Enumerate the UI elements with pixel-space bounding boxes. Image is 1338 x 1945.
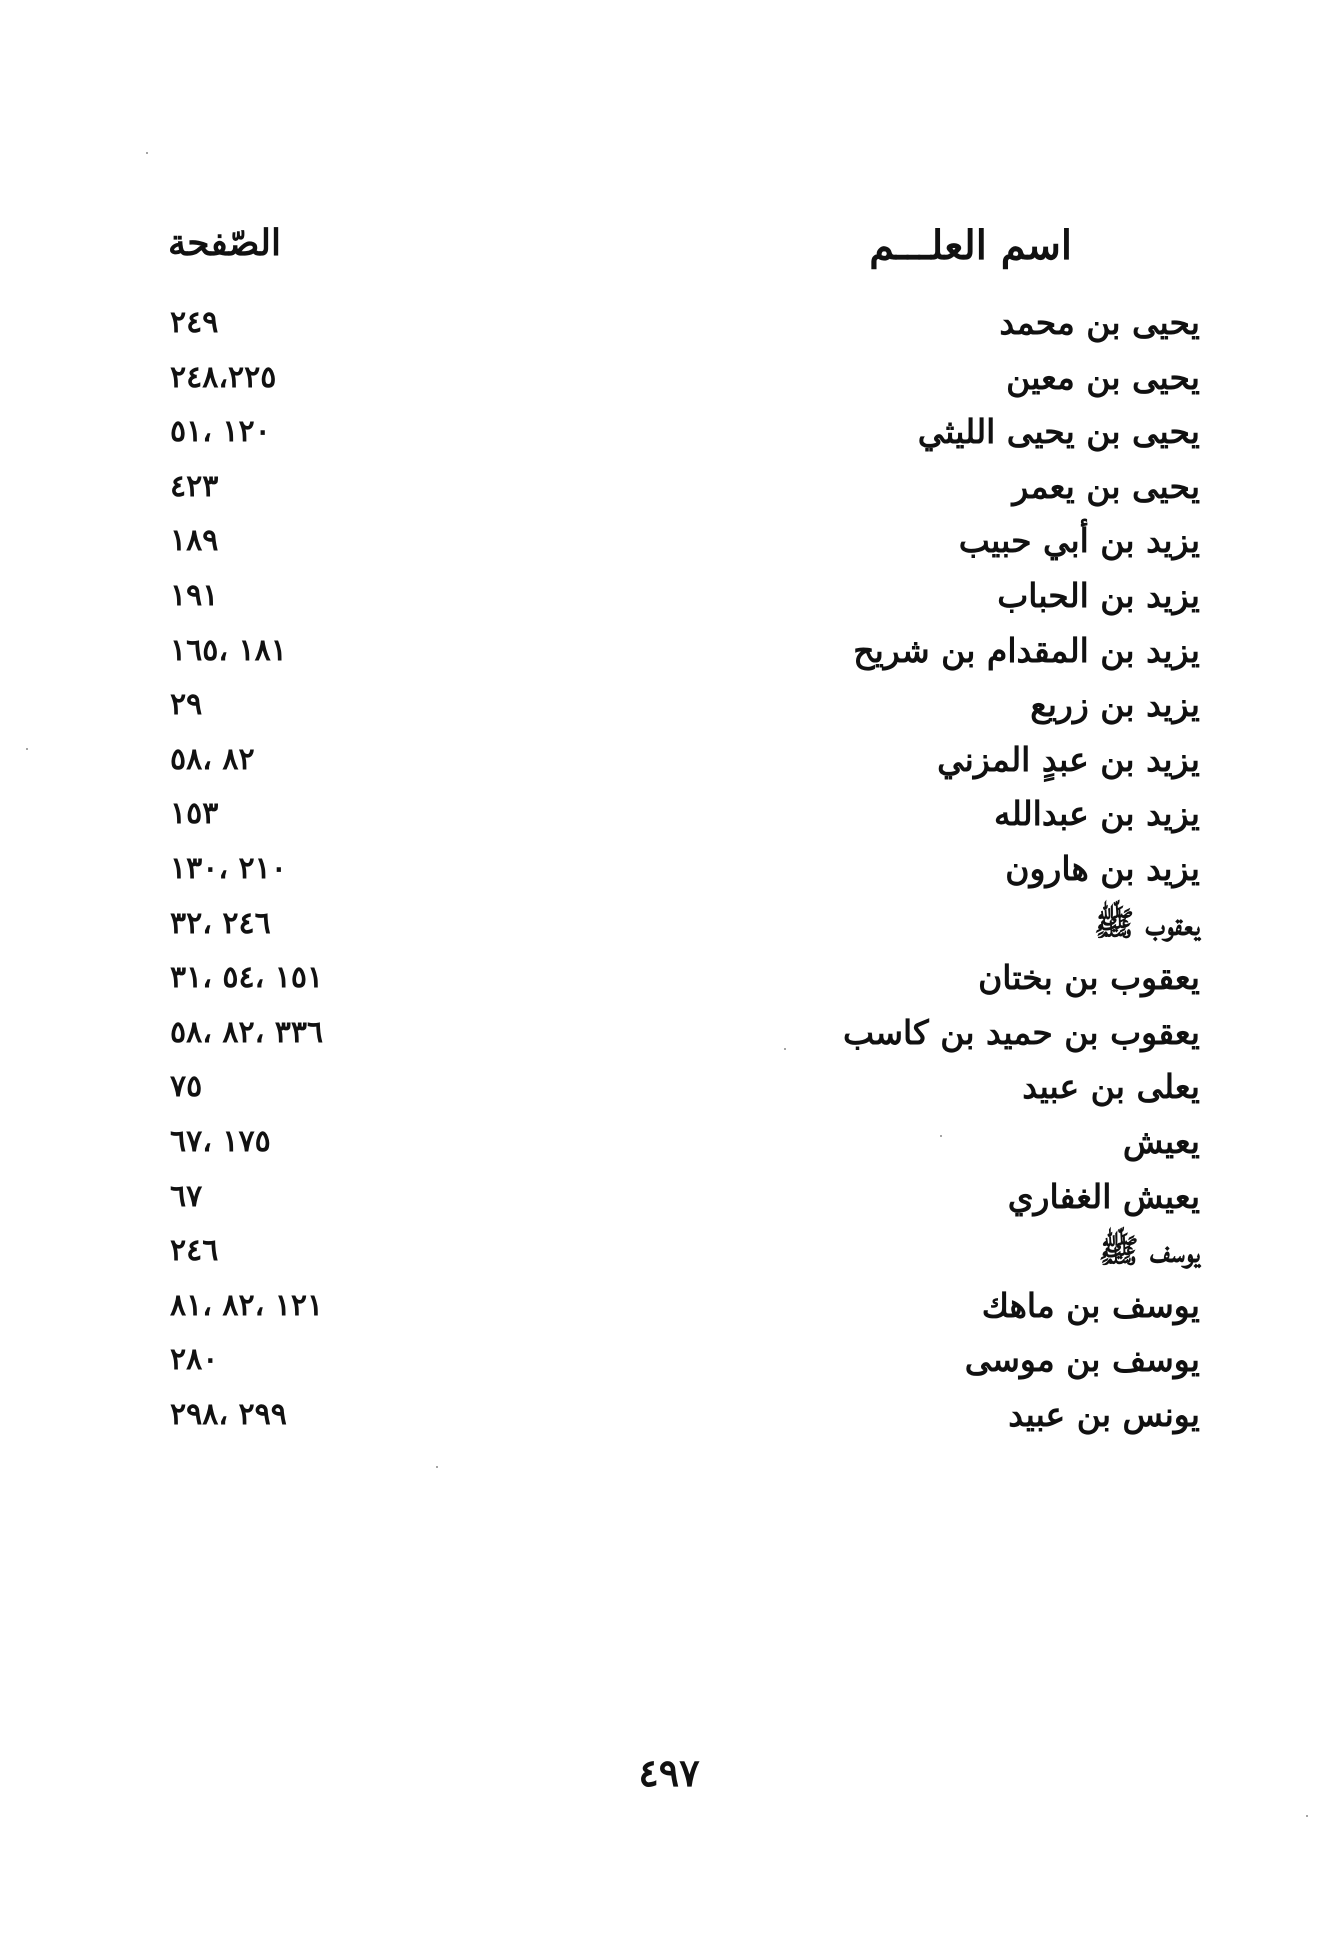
page-references: ٢٨٠: [170, 1342, 219, 1378]
page-column-heading: الصّفحة: [168, 222, 281, 264]
scan-speck: [940, 1135, 942, 1137]
index-row: [160, 844, 1200, 899]
index-row: [160, 789, 1200, 844]
index-row: [160, 1226, 1200, 1281]
person-name: يحيى بن يحيى الليثي: [917, 412, 1200, 452]
page-references: ٧٥: [170, 1069, 203, 1105]
index-row: [160, 899, 1200, 954]
person-name: يعقوب ﷺ: [1094, 903, 1200, 943]
person-name: يحيى بن معين: [1006, 357, 1200, 397]
person-name: يزيد بن زريع: [1030, 685, 1200, 725]
page-number: ٤٩٧: [638, 1750, 700, 1795]
scan-speck: [784, 1048, 786, 1050]
scan-speck: [26, 748, 28, 750]
page-references: ٢٤٦: [170, 1233, 219, 1269]
person-name: يعلى بن عبيد: [1022, 1067, 1200, 1107]
index-list: [160, 298, 1200, 1444]
person-name: يونس بن عبيد: [1008, 1394, 1200, 1434]
person-name: يعيش: [1122, 1121, 1200, 1161]
index-row: [160, 353, 1200, 408]
page-references: ٨٢ ،٥٨: [170, 741, 255, 777]
index-row: [160, 735, 1200, 790]
page-references: ٤٢٣: [170, 468, 219, 504]
page-references: ٢٤٨،٢٢٥: [170, 359, 277, 395]
name-column-heading: اسم العلـــم: [869, 222, 1072, 269]
page-references: ٢١٠ ،١٣٠: [170, 850, 287, 886]
person-name: يوسف بن ماهك: [981, 1285, 1200, 1325]
page-references: ١٥٣: [170, 796, 219, 832]
index-row: [160, 1281, 1200, 1336]
page-references: ٢٤٩: [170, 305, 219, 340]
index-row: [160, 407, 1200, 462]
page-references: ٣٣٦ ،٨٢ ،٥٨: [170, 1014, 324, 1050]
page-references: ١٨٩: [170, 523, 219, 559]
person-name: يزيد بن الحباب: [997, 575, 1200, 615]
person-name: يوسف ﷺ: [1098, 1231, 1200, 1271]
index-row: [160, 953, 1200, 1008]
page-references: ١٢١ ،٨٢ ،٨١: [170, 1287, 324, 1323]
page-references: ١٧٥ ،٦٧: [170, 1123, 271, 1159]
person-name: يزيد بن عبدالله: [994, 794, 1200, 834]
page-references: ١٥١ ،٥٤ ،٣١: [170, 960, 324, 996]
index-row: [160, 1172, 1200, 1227]
index-row: [160, 571, 1200, 626]
page-references: ٢٩: [170, 687, 203, 723]
index-row: [160, 1390, 1200, 1445]
person-name: يزيد بن أبي حبيب: [958, 521, 1200, 561]
index-row: [160, 1062, 1200, 1117]
page-references: ١٨١ ،١٦٥: [170, 632, 287, 668]
person-name: يحيى بن يعمر: [1012, 466, 1200, 506]
page-references: ١٩١: [170, 577, 219, 613]
person-name: يحيى بن محمد: [999, 303, 1200, 342]
index-row: [160, 680, 1200, 735]
index-row: [160, 462, 1200, 517]
person-name: يزيد بن المقدام بن شريح: [853, 630, 1200, 670]
index-row: [160, 1117, 1200, 1172]
person-name: يزيد بن عبدٍ المزني: [937, 739, 1200, 779]
person-name: يعقوب بن حميد بن كاسب: [842, 1012, 1200, 1052]
index-row: [160, 516, 1200, 571]
person-name: يوسف بن موسى: [964, 1340, 1200, 1380]
person-name: يعيش الغفاري: [1007, 1176, 1200, 1216]
person-name: يعقوب بن بختان: [978, 958, 1200, 998]
scan-speck: [1306, 1815, 1308, 1817]
index-row: [160, 298, 1200, 353]
page-references: ١٢٠ ،٥١: [170, 414, 271, 450]
index-row: [160, 1008, 1200, 1063]
index-row: [160, 1335, 1200, 1390]
page-references: ٦٧: [170, 1178, 203, 1214]
index-row: [160, 626, 1200, 681]
scan-speck: [146, 152, 148, 154]
scan-speck: [436, 1466, 438, 1468]
page-references: ٢٩٩ ،٢٩٨: [170, 1396, 287, 1432]
page-references: ٢٤٦ ،٣٢: [170, 905, 271, 941]
person-name: يزيد بن هارون: [1005, 848, 1200, 888]
